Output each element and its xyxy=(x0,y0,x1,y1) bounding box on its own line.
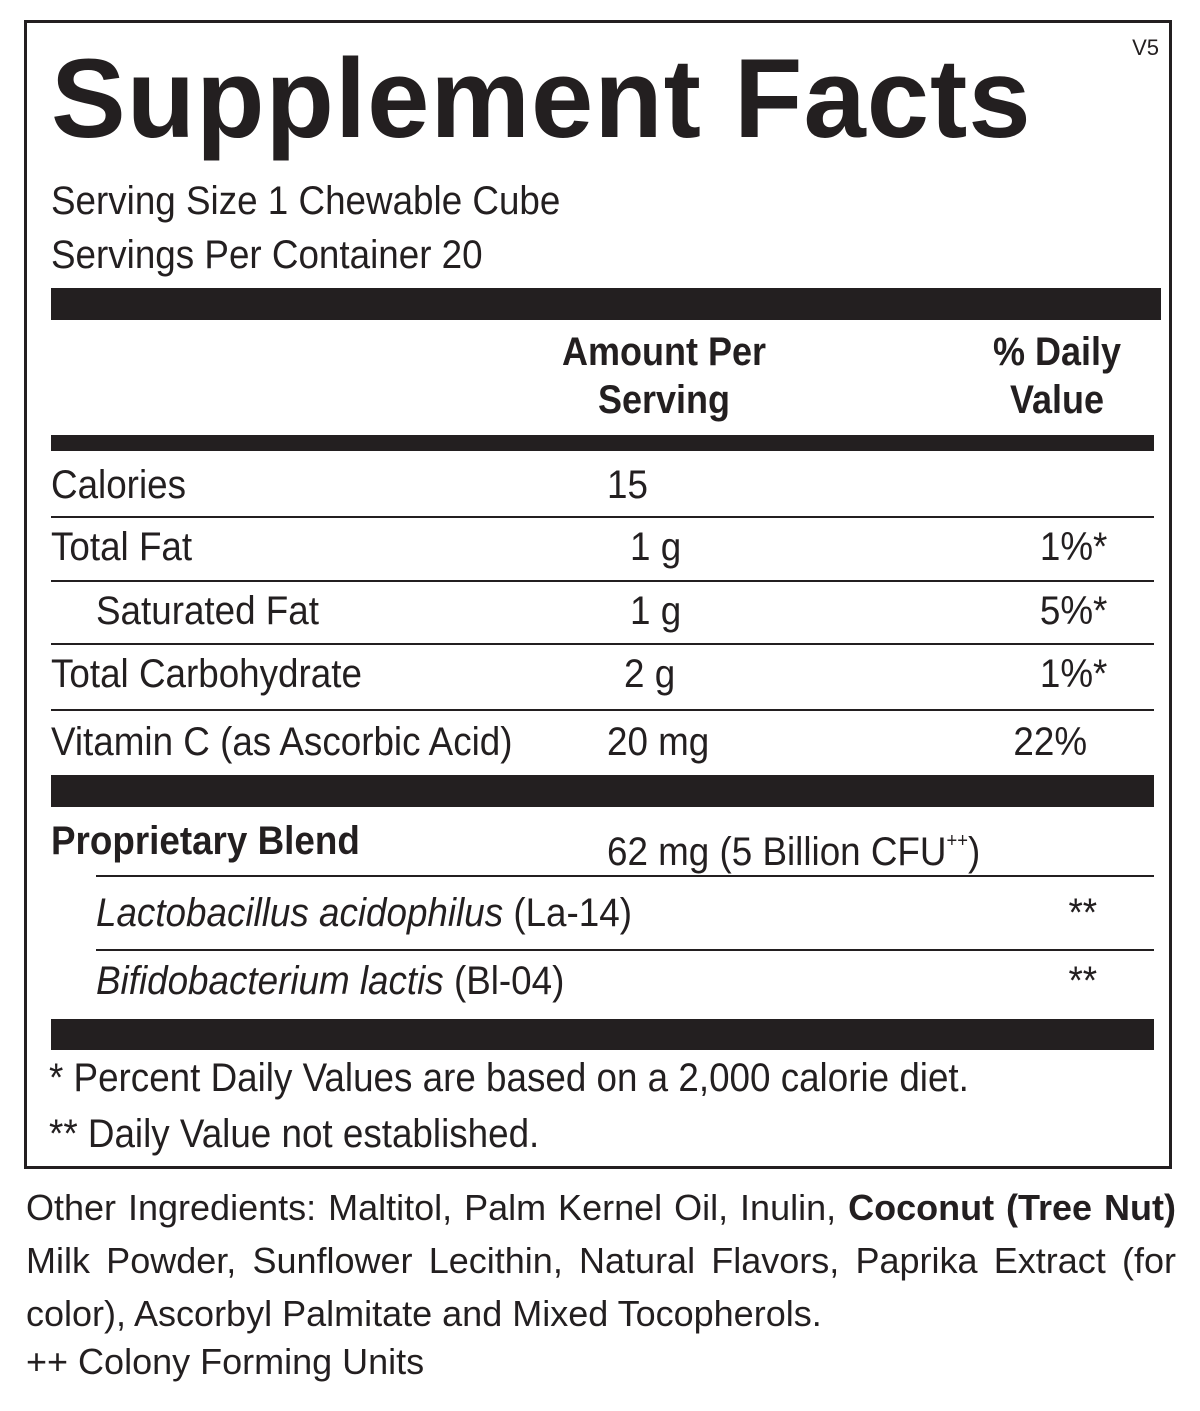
row-divider xyxy=(96,875,1154,877)
nutrient-amount: 1 g xyxy=(630,589,682,633)
other-ingredients: Other Ingredients: Maltitol, Palm Kernel Oil, Inulin, Coconut (Tree Nut) Milk Powder, Sunflower Lecithin, Natural Flavors, Paprika Extract (for color), Ascorbyl Palmitate and Mixed Tocopherols. xyxy=(26,1187,1176,1334)
strain-name: Bifidobacterium lactis xyxy=(96,959,444,1003)
strain-code: (La-14) xyxy=(513,891,632,935)
version-label: V5 xyxy=(1132,35,1159,60)
nutrient-amount: 1 g xyxy=(630,525,682,569)
footnote-percent-dv: * Percent Daily Values are based on a 2,000 calorie diet. xyxy=(49,1056,969,1100)
strain-dv: ** xyxy=(1068,959,1097,1003)
nutrient-name: Saturated Fat xyxy=(96,589,319,633)
thick-divider-blend xyxy=(51,775,1154,807)
row-divider xyxy=(51,580,1154,582)
servings-per-container: Servings Per Container 20 xyxy=(51,233,483,277)
strain-dv: ** xyxy=(1068,891,1097,935)
nutrient-amount: 20 mg xyxy=(607,720,710,764)
supplement-facts-panel xyxy=(24,20,1172,1169)
nutrient-dv: 22% xyxy=(1013,720,1087,764)
blend-name: Proprietary Blend xyxy=(51,819,360,863)
nutrient-name: Calories xyxy=(51,463,186,507)
amount-header: Amount Per Serving xyxy=(561,330,767,422)
nutrient-name: Total Fat xyxy=(51,525,193,569)
strain-name: Lactobacillus acidophilus xyxy=(96,891,504,935)
strain-row xyxy=(96,889,632,937)
blend-amount-superscript: ++ xyxy=(946,830,968,852)
nutrient-name: Total Carbohydrate xyxy=(51,652,362,696)
nutrient-amount: 2 g xyxy=(624,652,676,696)
strain-code: (Bl-04) xyxy=(453,959,565,1003)
thick-divider-header xyxy=(51,435,1154,451)
nutrient-dv: 1%* xyxy=(1039,525,1107,569)
blend-amount: 62 mg (5 Billion CFU++) xyxy=(607,830,981,874)
footnote-dv-not-established: ** Daily Value not established. xyxy=(49,1112,540,1156)
serving-size: Serving Size 1 Chewable Cube xyxy=(51,179,561,223)
allergen-highlight: Coconut (Tree Nut) xyxy=(848,1187,1176,1228)
nutrient-dv: 1%* xyxy=(1039,652,1107,696)
row-divider xyxy=(96,949,1154,951)
row-divider xyxy=(51,516,1154,518)
strain-row xyxy=(96,957,564,1005)
nutrient-name: Vitamin C (as Ascorbic Acid) xyxy=(51,720,513,764)
thick-divider-top xyxy=(51,288,1161,320)
cfu-footnote: ++ Colony Forming Units xyxy=(26,1341,425,1382)
row-divider xyxy=(51,643,1154,645)
panel-title: Supplement Facts xyxy=(51,36,1032,161)
daily-value-header: % Daily Value xyxy=(992,330,1122,422)
nutrient-dv: 5%* xyxy=(1039,589,1107,633)
nutrient-amount: 15 xyxy=(607,463,648,507)
row-divider xyxy=(51,709,1154,711)
thick-divider-bottom xyxy=(51,1019,1154,1050)
